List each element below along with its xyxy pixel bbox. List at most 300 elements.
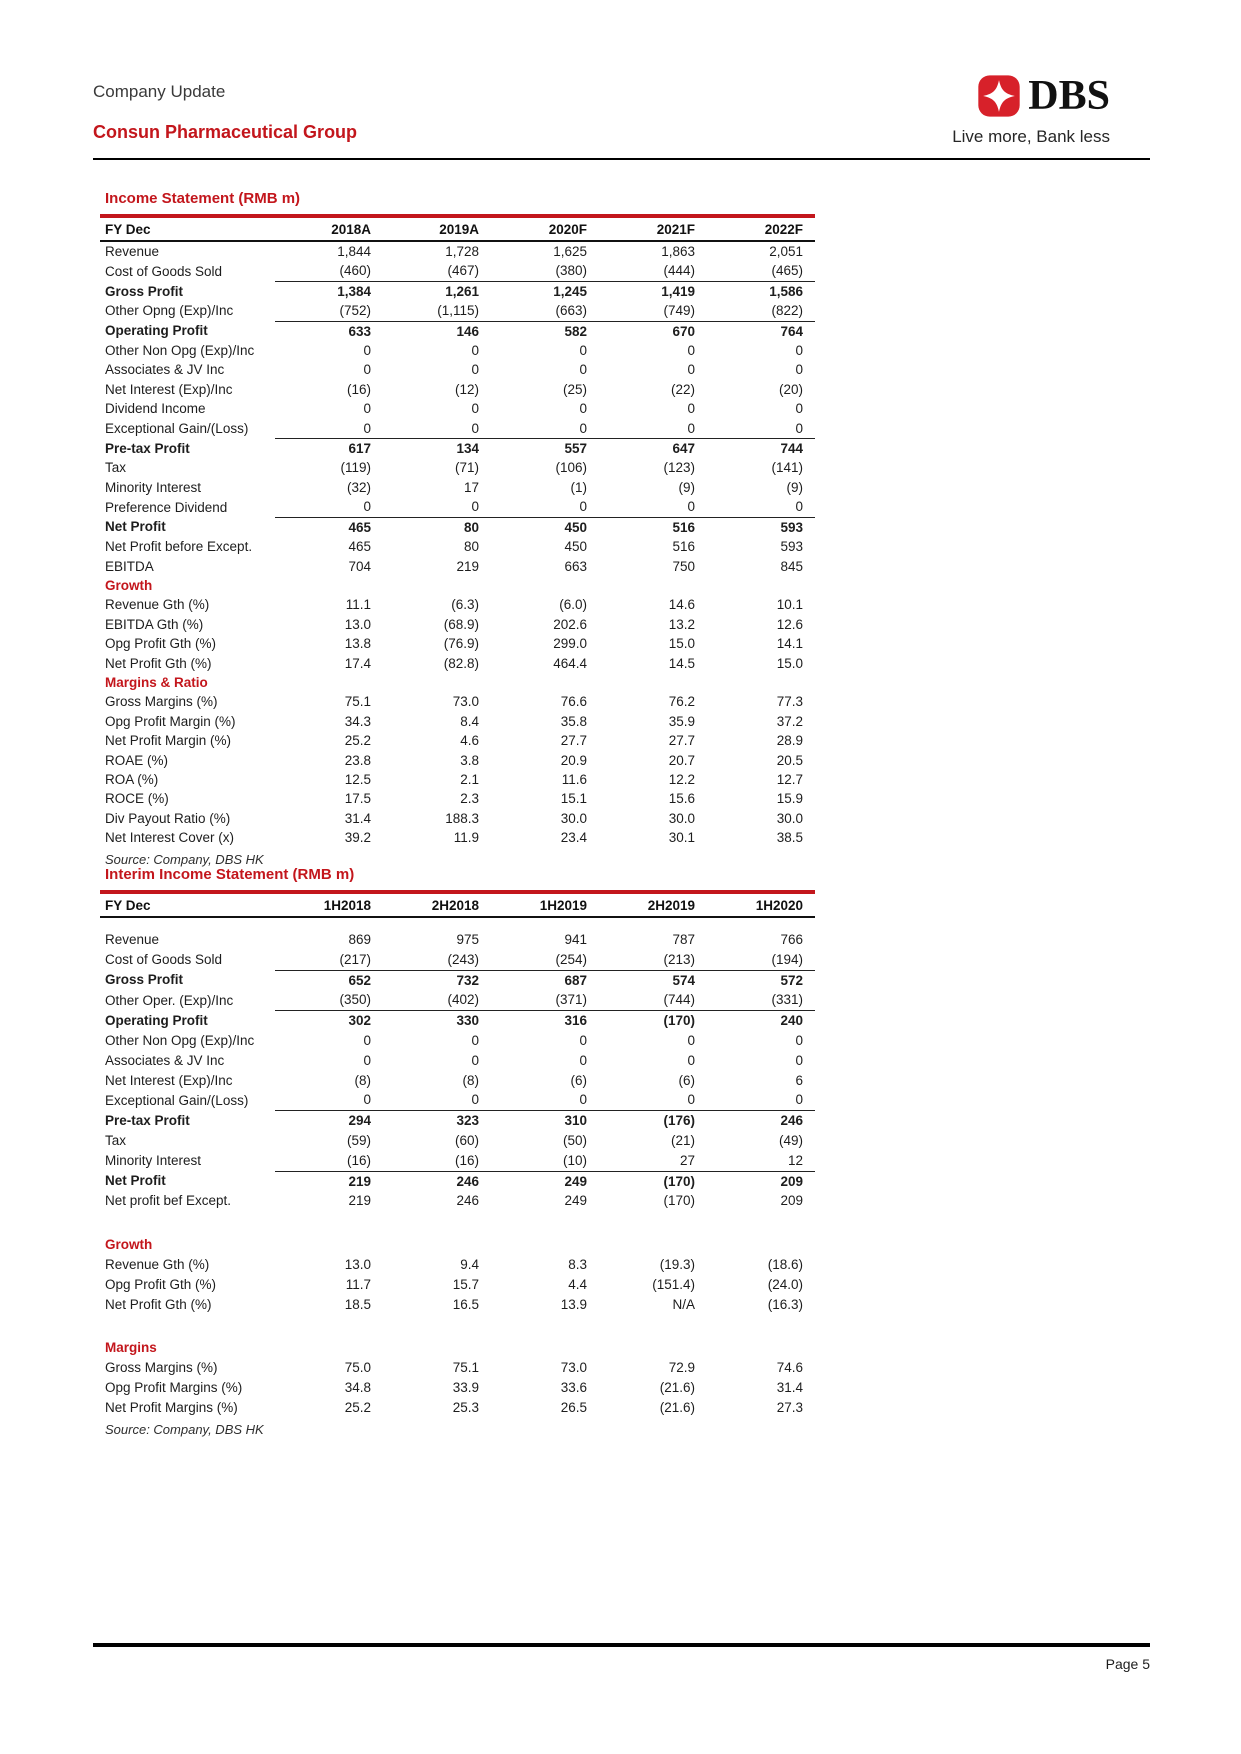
row-label: Exceptional Gain/(Loss) (105, 1092, 249, 1108)
cell-value: (6) (570, 1072, 587, 1088)
section-header-row (100, 1235, 815, 1255)
row-label: Cost of Goods Sold (105, 263, 223, 279)
cell-value: 0 (795, 1092, 803, 1108)
table-row (100, 497, 815, 517)
cell-value: 764 (707, 321, 815, 341)
cell-value: 26.5 (560, 1399, 587, 1415)
cell-value: 72.9 (668, 1360, 695, 1376)
section-label: Margins (105, 1340, 157, 1356)
period-column-header: 2020F (491, 218, 599, 241)
row-label: Net Profit Margins (%) (105, 1399, 238, 1415)
table-row (100, 399, 815, 418)
cell-value: (350) (339, 992, 371, 1008)
cell-value: 8.3 (568, 1256, 587, 1272)
cell-value: (254) (555, 951, 587, 967)
cell-value: 146 (383, 321, 491, 341)
cell-value: 557 (491, 439, 599, 459)
company-title: Consun Pharmaceutical Group (93, 122, 358, 142)
income-statement-table (100, 218, 815, 848)
row-label: Revenue Gth (%) (105, 597, 210, 613)
table-row (100, 1295, 815, 1315)
cell-value: 74.6 (776, 1360, 803, 1376)
cell-value: 1,863 (661, 244, 695, 259)
cell-value: 323 (383, 1111, 491, 1131)
table-row (100, 1378, 815, 1398)
table-row (100, 458, 815, 477)
cell-value: 17.5 (344, 791, 371, 807)
cell-value: 0 (687, 1092, 695, 1108)
table-row (100, 301, 815, 321)
section-label: Margins & Ratio (105, 674, 208, 690)
row-label: EBITDA (105, 558, 154, 574)
period-column-header: 2018A (275, 218, 383, 241)
cell-value: (50) (562, 1132, 587, 1148)
cell-value: 14.1 (776, 636, 803, 652)
table-row (100, 1171, 815, 1191)
cell-value: (6) (678, 1072, 695, 1088)
table-row (100, 990, 815, 1010)
cell-value: 75.1 (452, 1360, 479, 1376)
spacer-cell (100, 1211, 815, 1235)
cell-value: 0 (579, 401, 587, 417)
income-statement-title: Income Statement (RMB m) (105, 190, 301, 207)
cell-value: 652 (275, 970, 383, 990)
table-row (100, 789, 815, 808)
cell-value: (467) (447, 263, 479, 279)
cell-value: 0 (471, 420, 479, 436)
table-row (100, 517, 815, 537)
row-label: Net profit bef Except. (105, 1193, 232, 1209)
table-row (100, 281, 815, 301)
dbs-brand-block (952, 74, 1110, 147)
cell-value: 593 (707, 517, 815, 537)
cell-value: 27.7 (668, 733, 695, 749)
row-label: Net Interest Cover (x) (105, 830, 235, 846)
cell-value: 941 (564, 932, 587, 947)
cell-value: 25.2 (344, 733, 371, 749)
row-header-column: FY Dec (100, 218, 275, 241)
cell-value: 617 (275, 439, 383, 459)
table-row (100, 1191, 815, 1211)
cell-value: 0 (471, 499, 479, 515)
cell-value: (194) (771, 951, 803, 967)
row-label: Net Profit (105, 1173, 166, 1189)
table-row (100, 1398, 815, 1418)
dbs-logo-icon (977, 74, 1021, 118)
cell-value: (71) (454, 460, 479, 476)
cell-value: 516 (599, 517, 707, 537)
cell-value: 574 (599, 970, 707, 990)
table-row (100, 828, 815, 847)
cell-value: 450 (491, 517, 599, 537)
cell-value: (82.8) (443, 655, 479, 671)
cell-value: 27.3 (776, 1399, 803, 1415)
income-statement-source: Source: Company, DBS HK (105, 851, 264, 867)
cell-value: 11.9 (453, 830, 479, 846)
cell-value: (1) (570, 479, 587, 495)
cell-value: 17 (463, 479, 479, 495)
cell-value: 0 (687, 362, 695, 378)
cell-value: 9.4 (460, 1256, 479, 1272)
row-label: Revenue (105, 244, 160, 259)
table-row (100, 970, 815, 990)
cell-value: (217) (339, 951, 371, 967)
section-header-row (100, 576, 815, 595)
row-label: Opg Profit Margin (%) (105, 713, 236, 729)
cell-value: (20) (778, 381, 803, 397)
table-row (100, 654, 815, 673)
cell-value: 20.5 (776, 752, 803, 768)
cell-value: 0 (363, 401, 371, 417)
cell-value: 4.4 (568, 1276, 587, 1292)
header-row (100, 218, 815, 241)
cell-value: 31.4 (344, 810, 371, 826)
cell-value: 18.5 (344, 1296, 371, 1312)
row-label: Other Non Opg (Exp)/Inc (105, 1032, 255, 1048)
row-label: ROAE (%) (105, 752, 169, 768)
cell-value: (8) (354, 1072, 371, 1088)
table-row (100, 930, 815, 950)
cell-value: 0 (471, 362, 479, 378)
interim-income-statement-table (100, 894, 815, 1418)
table-row (100, 321, 815, 341)
section-header-row (100, 1338, 815, 1358)
cell-value: 1,384 (275, 281, 383, 301)
table-row (100, 557, 815, 576)
cell-value: 299.0 (553, 636, 587, 652)
cell-value: 670 (599, 321, 707, 341)
cell-value: 30.0 (668, 810, 695, 826)
cell-value: (123) (663, 460, 695, 476)
table-row (100, 712, 815, 731)
cell-value: 38.5 (776, 830, 803, 846)
income-statement-section (100, 190, 815, 867)
cell-value: (21) (670, 1132, 695, 1148)
table-row (100, 1131, 815, 1151)
cell-value: 663 (564, 558, 587, 574)
table-row (100, 1151, 815, 1171)
cell-value: (25) (562, 381, 587, 397)
brand-tagline: Live more, Bank less (952, 127, 1110, 146)
cell-value: 13.0 (344, 616, 371, 632)
cell-value: (8) (462, 1072, 479, 1088)
cell-value: (243) (447, 951, 479, 967)
cell-value: (331) (771, 992, 803, 1008)
spacer-row (100, 1211, 815, 1235)
cell-value: 0 (795, 1032, 803, 1048)
cell-value: 0 (687, 1052, 695, 1068)
row-label: ROCE (%) (105, 791, 169, 807)
cell-value: (21.6) (659, 1399, 695, 1415)
cell-value: 12.5 (344, 771, 371, 787)
table-row (100, 241, 815, 261)
cell-value: 23.4 (560, 830, 587, 846)
cell-value: 6 (795, 1072, 803, 1088)
row-label: Pre-tax Profit (105, 440, 190, 456)
row-label: Gross Profit (105, 283, 184, 299)
cell-value: (68.9) (443, 616, 479, 632)
cell-value: (21.6) (659, 1379, 695, 1395)
cell-value: 75.1 (344, 694, 371, 710)
cell-value: 20.9 (560, 752, 587, 768)
period-column-header: 2019A (383, 218, 491, 241)
cell-value: (16) (346, 1152, 371, 1168)
table-row (100, 1275, 815, 1295)
cell-value: 15.0 (668, 636, 695, 652)
cell-value: 0 (579, 343, 587, 359)
cell-value: 246 (707, 1111, 815, 1131)
cell-value: 0 (687, 420, 695, 436)
cell-value: 1,261 (383, 281, 491, 301)
cell-value: 0 (795, 362, 803, 378)
row-label: Net Interest (Exp)/Inc (105, 1072, 233, 1088)
row-label: Operating Profit (105, 323, 208, 339)
cell-value: 750 (672, 558, 695, 574)
cell-value: (12) (454, 381, 479, 397)
cell-value: 188.3 (445, 810, 479, 826)
cell-value: 25.3 (452, 1399, 479, 1415)
cell-value: 16.5 (452, 1296, 479, 1312)
cell-value: 13.8 (344, 636, 371, 652)
cell-value: 249 (564, 1193, 587, 1209)
cell-value: 0 (363, 1092, 371, 1108)
cell-value: 15.6 (668, 791, 695, 807)
dbs-logo (952, 74, 1110, 118)
cell-value: 209 (780, 1193, 803, 1209)
cell-value: 35.8 (560, 713, 587, 729)
cell-value: 246 (383, 1171, 491, 1191)
table-row (100, 809, 815, 828)
spacer-cell (100, 1314, 815, 1338)
cell-value: 15.7 (452, 1276, 479, 1292)
interim-income-statement-source: Source: Company, DBS HK (105, 1421, 264, 1437)
section-header-row (100, 673, 815, 692)
row-label: Gross Margins (%) (105, 694, 218, 710)
cell-value: 0 (363, 343, 371, 359)
row-label: Revenue (105, 932, 160, 947)
header-divider (93, 158, 1150, 160)
cell-value: 464.4 (553, 655, 587, 671)
cell-value: 12.7 (776, 771, 803, 787)
cell-value: 80 (463, 539, 479, 555)
cell-value: 572 (707, 970, 815, 990)
table-row (100, 419, 815, 439)
cell-value: (444) (663, 263, 695, 279)
row-label: Tax (105, 460, 127, 476)
cell-value: 15.1 (560, 791, 587, 807)
row-label: EBITDA Gth (%) (105, 616, 204, 632)
cell-value: 1,844 (337, 244, 371, 259)
cell-value: (141) (771, 460, 803, 476)
cell-value: 134 (383, 439, 491, 459)
cell-value: (16.3) (767, 1296, 803, 1312)
cell-value: (60) (454, 1132, 479, 1148)
cell-value: (76.9) (443, 636, 479, 652)
cell-value: (1,115) (437, 303, 479, 319)
cell-value: 219 (348, 1193, 371, 1209)
row-label: Minority Interest (105, 1153, 202, 1169)
cell-value: 465 (275, 517, 383, 537)
cell-value: 0 (363, 1032, 371, 1048)
row-label: Other Non Opg (Exp)/Inc (105, 343, 255, 359)
cell-value: 73.0 (560, 1360, 587, 1376)
dbs-logo-text: DBS (1028, 73, 1110, 119)
row-label: Net Profit (105, 519, 166, 535)
cell-value: (6.0) (559, 597, 587, 613)
cell-value: 15.0 (776, 655, 803, 671)
cell-value: 219 (456, 558, 479, 574)
cell-value: 0 (471, 1052, 479, 1068)
page-number: Page 5 (1105, 1656, 1150, 1672)
cell-value: 14.5 (668, 655, 695, 671)
row-label: Opg Profit Margins (%) (105, 1379, 243, 1395)
cell-value: 14.6 (668, 597, 695, 613)
table-row (100, 261, 815, 281)
row-label: Tax (105, 1132, 127, 1148)
cell-value: 0 (795, 1052, 803, 1068)
cell-value: (18.6) (767, 1256, 803, 1272)
cell-value: 8.4 (460, 713, 479, 729)
cell-value: 0 (579, 362, 587, 378)
cell-value: 0 (795, 343, 803, 359)
period-column-header: 1H2018 (275, 894, 383, 917)
cell-value: 75.0 (344, 1360, 371, 1376)
cell-value: (822) (771, 303, 803, 319)
cell-value: 10.1 (776, 597, 803, 613)
cell-value: 0 (687, 1032, 695, 1048)
cell-value: (380) (555, 263, 587, 279)
cell-value: 0 (363, 499, 371, 515)
cell-value: 593 (780, 539, 803, 555)
cell-value: 0 (579, 1092, 587, 1108)
table-row (100, 1011, 815, 1031)
table-row (100, 380, 815, 399)
cell-value: 34.8 (344, 1379, 371, 1395)
footer-divider (93, 1643, 1150, 1647)
row-label: Minority Interest (105, 479, 202, 495)
table-row (100, 1255, 815, 1275)
period-column-header: 1H2020 (707, 894, 815, 917)
table-row (100, 731, 815, 750)
cell-value: 11.1 (345, 597, 371, 613)
cell-value: 0 (471, 343, 479, 359)
cell-value: 31.4 (776, 1379, 803, 1395)
report-type-label: Company Update (93, 82, 226, 101)
spacer-row (100, 1314, 815, 1338)
cell-value: 3.8 (460, 752, 479, 768)
cell-value: (16) (454, 1152, 479, 1168)
cell-value: 2.1 (460, 771, 479, 787)
cell-value: 11.6 (561, 771, 587, 787)
cell-value: 450 (564, 539, 587, 555)
cell-value: 633 (275, 321, 383, 341)
row-label: Net Profit before Except. (105, 539, 253, 555)
cell-value: 1,728 (445, 244, 479, 259)
cell-value: 33.9 (452, 1379, 479, 1395)
cell-value: 76.6 (560, 694, 587, 710)
cell-value: 12.2 (668, 771, 695, 787)
cell-value: 80 (383, 517, 491, 537)
cell-value: 294 (275, 1111, 383, 1131)
cell-value: 12 (787, 1152, 803, 1168)
cell-value: 744 (707, 439, 815, 459)
cell-value: 13.2 (668, 616, 695, 632)
cell-value: 316 (491, 1011, 599, 1031)
cell-value: 0 (579, 1052, 587, 1068)
row-label: Other Oper. (Exp)/Inc (105, 992, 234, 1008)
spacer-row (100, 917, 815, 930)
cell-value: (9) (786, 479, 803, 495)
cell-value: 0 (363, 1052, 371, 1068)
cell-value: 35.9 (668, 713, 695, 729)
cell-value: (151.4) (652, 1276, 695, 1292)
table-row (100, 478, 815, 497)
row-label: Opg Profit Gth (%) (105, 1276, 217, 1292)
row-label: Pre-tax Profit (105, 1112, 190, 1128)
cell-value: 4.6 (460, 733, 479, 749)
cell-value: 2.3 (460, 791, 479, 807)
cell-value: 2,051 (769, 244, 803, 259)
table-row (100, 950, 815, 970)
section-label: Growth (105, 577, 153, 593)
cell-value: (744) (663, 992, 695, 1008)
row-label: Revenue Gth (%) (105, 1256, 210, 1272)
cell-value: 975 (456, 932, 479, 947)
cell-value: (213) (663, 951, 695, 967)
cell-value: 0 (471, 401, 479, 417)
cell-value: (59) (346, 1132, 371, 1148)
table-row (100, 634, 815, 653)
cell-value: 30.1 (668, 830, 695, 846)
cell-value: 1,245 (491, 281, 599, 301)
cell-value: 302 (275, 1011, 383, 1031)
cell-value: 249 (491, 1171, 599, 1191)
cell-value: 73.0 (452, 694, 479, 710)
row-label: Net Interest (Exp)/Inc (105, 381, 233, 397)
cell-value: 202.6 (553, 616, 587, 632)
table-row (100, 537, 815, 556)
cell-value: 0 (687, 401, 695, 417)
table-row (100, 1051, 815, 1071)
table-row (100, 1358, 815, 1378)
cell-value: 766 (780, 932, 803, 947)
cell-value: (16) (346, 381, 371, 397)
table-row (100, 1031, 815, 1051)
cell-value: (402) (447, 992, 479, 1008)
cell-value: (9) (678, 479, 695, 495)
cell-value: (460) (339, 263, 371, 279)
cell-value: 11.7 (345, 1276, 371, 1292)
cell-value: 0 (579, 499, 587, 515)
cell-value: (10) (562, 1152, 587, 1168)
cell-value: 20.7 (668, 752, 695, 768)
cell-value: 0 (471, 1032, 479, 1048)
cell-value: 310 (491, 1111, 599, 1131)
cell-value: 15.9 (776, 791, 803, 807)
row-label: Dividend Income (105, 401, 206, 417)
row-label: Net Profit Margin (%) (105, 733, 232, 749)
table-row (100, 770, 815, 789)
table-row (100, 1090, 815, 1110)
period-column-header: 2H2019 (599, 894, 707, 917)
cell-value: (32) (346, 479, 371, 495)
cell-value: (19.3) (659, 1256, 695, 1272)
cell-value: 787 (672, 932, 695, 947)
cell-value: 77.3 (776, 694, 803, 710)
row-label: Associates & JV Inc (105, 362, 225, 378)
cell-value: 0 (579, 420, 587, 436)
table-row (100, 751, 815, 770)
